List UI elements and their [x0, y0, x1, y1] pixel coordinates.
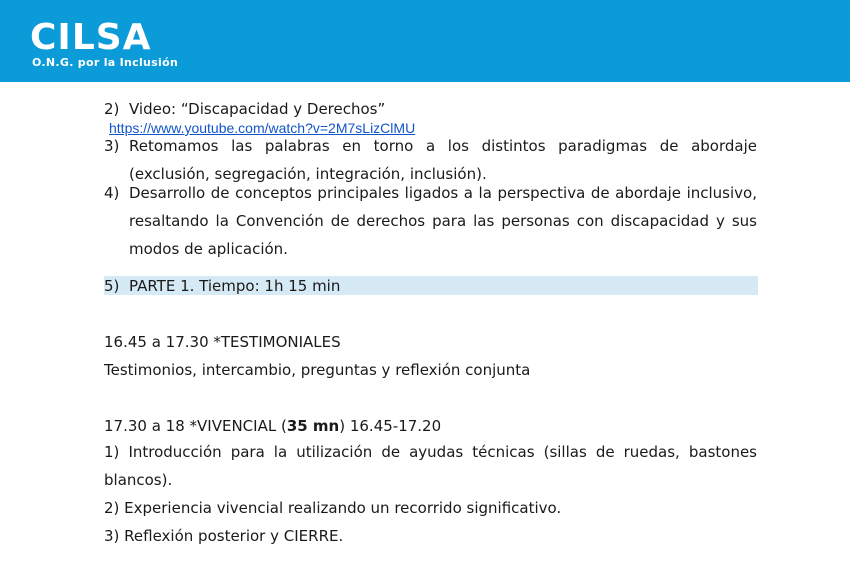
testimoniales-desc: Testimonios, intercambio, preguntas y reflexión conjunta — [104, 361, 531, 379]
paradigms-text: Retomamos las palabras en torno a los distintos paradigmas de abordaje (exclusión, segregación, integración, inclusión). — [129, 137, 757, 183]
item-number-4: 4) — [104, 184, 120, 202]
concepts-text: Desarrollo de conceptos principales ligados a la perspectiva de abordaje inclusivo, resaltando la Convención de derechos para las personas con discapacidad y sus modos de aplicación. — [129, 184, 757, 258]
video-title: Video: “Discapacidad y Derechos” — [129, 100, 386, 118]
header-banner — [0, 0, 850, 82]
vivencial-duration: 35 mn — [286, 417, 340, 435]
youtube-link[interactable]: https://www.youtube.com/watch?v=2M7sLizClMU — [109, 120, 416, 136]
vivencial-heading-post: ) 16.45-17.20 — [339, 417, 442, 435]
cilsa-logo: CILSA — [30, 17, 152, 58]
item-number-5: 5) — [104, 277, 120, 295]
item-number-2: 2) — [104, 100, 120, 118]
vivencial-heading — [104, 416, 441, 436]
part1-text: PARTE 1. Tiempo: 1h 15 min — [129, 277, 341, 295]
vivencial-step-1: 1) Introducción para la utilización de ayudas técnicas (sillas de ruedas, bastones blancos). — [104, 443, 757, 489]
vivencial-step-3: 3) Reflexión posterior y CIERRE. — [104, 527, 344, 545]
vivencial-step-2: 2) Experiencia vivencial realizando un recorrido significativo. — [104, 499, 562, 517]
vivencial-heading-pre: 17.30 a 18 *VIVENCIAL ( — [104, 417, 287, 435]
item-number-3: 3) — [104, 137, 120, 155]
logo-tagline: O.N.G. por la Inclusión — [32, 56, 179, 69]
testimoniales-heading: 16.45 a 17.30 *TESTIMONIALES — [104, 333, 341, 351]
